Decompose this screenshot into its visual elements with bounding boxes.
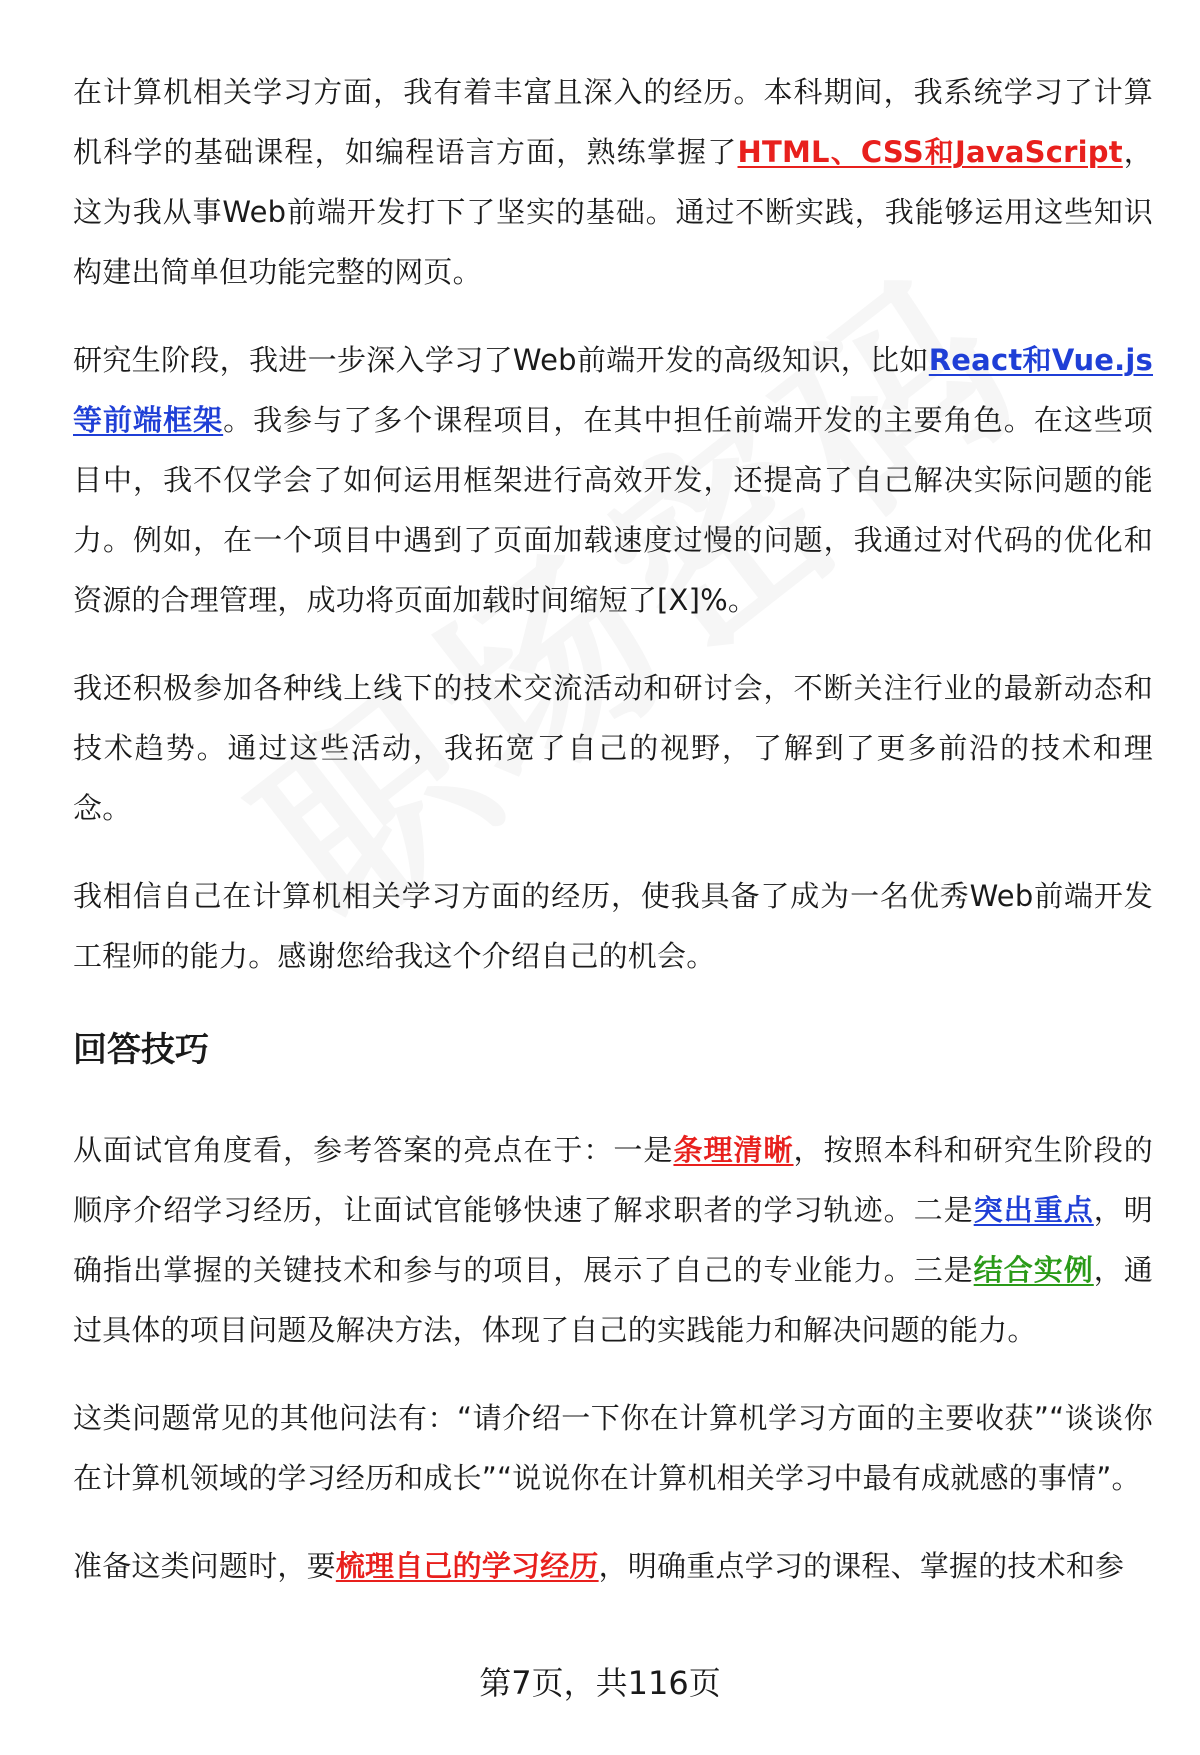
text: ，按照本科和研究生阶段的顺序介绍学习经历，让面试官能够快速了解求职者的学习轨迹。二是 [73, 1133, 1153, 1227]
paragraph-graduate [73, 330, 1153, 630]
text: 从面试官角度看，参考答案的亮点在于：一是 [73, 1133, 674, 1167]
page-number: 第7页，共116页 [479, 1664, 721, 1702]
text: 准备这类问题时，要 [73, 1549, 336, 1583]
highlight-frameworks: React和Vue.js等前端框架 [73, 343, 1153, 437]
text: 在计算机相关学习方面，我有着丰富且深入的经历。本科期间，我系统学习了计算机科学的基础课程，如编程语言方面，熟练掌握了 [73, 75, 1153, 169]
text: 研究生阶段，我进一步深入学习了Web前端开发的高级知识，比如 [73, 343, 929, 377]
paragraph-variants: 这类问题常见的其他问法有：“请介绍一下你在计算机学习方面的主要收获”“谈谈你在计算机领域的学习经历和成长”“说说你在计算机相关学习中最有成就感的事情”。 [73, 1401, 1153, 1495]
text: ，这为我从事Web前端开发打下了坚实的基础。通过不断实践，我能够运用这些知识构建出简单但功能完整的网页。 [73, 135, 1154, 289]
highlight-organize-experience: 梳理自己的学习经历 [335, 1549, 599, 1583]
section-heading: 回答技巧 [73, 1030, 209, 1070]
paragraph-conclusion: 我相信自己在计算机相关学习方面的经历，使我具备了成为一名优秀Web前端开发工程师的能力。感谢您给我这个介绍自己的机会。 [73, 879, 1153, 973]
paragraph-undergrad [73, 62, 1153, 302]
highlight-key-points: 突出重点 [973, 1193, 1094, 1227]
text: ，明确重点学习的课程、掌握的技术和参 [598, 1549, 1125, 1583]
highlight-web-basics: HTML、CSS和JavaScript [737, 135, 1123, 169]
paragraph-activities: 我还积极参加各种线上线下的技术交流活动和研讨会，不断关注行业的最新动态和技术趋势。通过这些活动，我拓宽了自己的视野，了解到了更多前沿的技术和理念。 [73, 671, 1153, 825]
text: ，通过具体的项目问题及解决方法，体现了自己的实践能力和解决问题的能力。 [73, 1253, 1153, 1347]
highlight-examples: 结合实例 [973, 1253, 1094, 1287]
paragraph-preparation [73, 1536, 1153, 1596]
text: ，明确指出掌握的关键技术和参与的项目，展示了自己的专业能力。三是 [73, 1193, 1153, 1287]
document-body [73, 62, 1153, 1624]
text: 。我参与了多个课程项目，在其中担任前端开发的主要角色。在这些项目中，我不仅学会了如何运用框架进行高效开发，还提高了自己解决实际问题的能力。例如，在一个项目中遇到了页面加载速度过慢的问题，我通过对代码的优化和资源的合理管理，成功将页面加载时间缩短了[X]%。 [73, 403, 1153, 617]
paragraph-tips [73, 1120, 1153, 1360]
highlight-clear-structure: 条理清晰 [673, 1133, 794, 1167]
